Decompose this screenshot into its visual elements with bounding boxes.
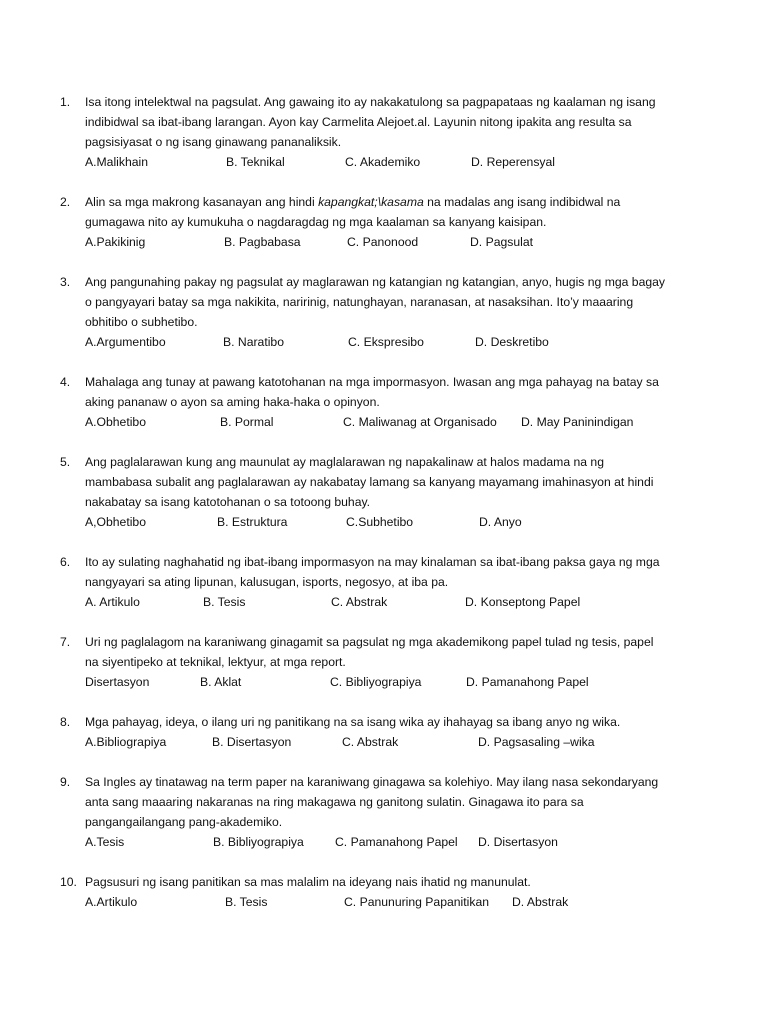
- answer-choices: [85, 332, 690, 352]
- stem-line: Mga pahayag, ideya, o ilang uri ng panitikang na sa isang wika ay ihahayag sa ibang anyo ng wika.: [85, 715, 621, 729]
- question-stem: [85, 192, 690, 232]
- question-stem: [85, 92, 690, 152]
- question-number: 10.: [60, 875, 77, 889]
- question-number: 2.: [60, 195, 71, 209]
- question-stem: [85, 552, 690, 592]
- stem-line: Ito ay sulating naghahatid ng ibat-ibang impormasyon na may kinalaman sa ibat-ibang paksa gaya ng mga: [85, 555, 660, 569]
- stem-line: nakabatay sa isang katotohanan o sa totoong buhay.: [85, 495, 371, 509]
- question-body: [85, 632, 690, 692]
- choice-a: A.Argumentibo: [85, 335, 166, 349]
- choice-d: D. Reperensyal: [471, 155, 555, 169]
- choice-b: B. Disertasyon: [212, 735, 292, 749]
- stem-line: Ang paglalarawan kung ang maunulat ay maglalarawan ng napakalinaw at halos madama na ng: [85, 455, 604, 469]
- choice-a: A.Artikulo: [85, 895, 138, 909]
- stem-line: indibidwal sa ibat-ibang larangan. Ayon kay Carmelita Alejoet.al. Layunin nitong ipakita ang resulta sa: [85, 115, 632, 129]
- choice-d: D. Anyo: [479, 515, 522, 529]
- question-number: 3.: [60, 275, 71, 289]
- question-stem: [85, 632, 690, 672]
- stem-line: Uri ng paglalagom na karaniwang ginagamit sa pagsulat ng mga akademikong papel tulad ng tesis, papel: [85, 635, 654, 649]
- choice-b: B. Teknikal: [226, 155, 285, 169]
- question-stem: [85, 872, 690, 892]
- choice-b: B. Bibliyograpiya: [213, 835, 304, 849]
- choice-d: D. Pagsulat: [470, 235, 534, 249]
- choice-b: B. Pormal: [220, 415, 274, 429]
- choice-c: C. Panonood: [347, 235, 419, 249]
- stem-line: pangangailangang pang-akademiko.: [85, 815, 283, 829]
- question-body: [85, 772, 690, 852]
- question-stem: [85, 452, 690, 512]
- stem-line: Mahalaga ang tunay at pawang katotohanan na mga impormasyon. Iwasan ang mga pahayag na batay sa: [85, 375, 659, 389]
- stem-line: Sa Ingles ay tinatawag na term paper na karaniwang ginagawa sa kolehiyo. May ilang nasa sekondaryang: [85, 775, 659, 789]
- answer-choices: [85, 232, 690, 252]
- question-number: 7.: [60, 635, 71, 649]
- choice-c: C. Ekspresibo: [348, 335, 424, 349]
- choice-c: C. Abstrak: [342, 735, 399, 749]
- question-stem: [85, 272, 690, 332]
- stem-italic-term: kapangkat;\kasama: [318, 195, 424, 209]
- stem-line: Ang pangunahing pakay ng pagsulat ay maglarawan ng katangian ng katangian, anyo, hugis ng mga bagay: [85, 275, 666, 289]
- choice-a: A.Tesis: [85, 835, 125, 849]
- question-number: 6.: [60, 555, 71, 569]
- question-body: [85, 272, 690, 352]
- choice-a: A,Obhetibo: [85, 515, 146, 529]
- answer-choices: [85, 672, 690, 692]
- question-number: 1.: [60, 95, 71, 109]
- stem-line: na siyentipeko at teknikal, lektyur, at mga report.: [85, 655, 346, 669]
- choice-d: D. Deskretibo: [475, 335, 549, 349]
- stem-text: Alin sa mga makrong kasanayan ang hindi: [85, 195, 315, 209]
- answer-choices: [85, 412, 690, 432]
- stem-line: mambabasa subalit ang paglalarawan ay nakabatay lamang sa kanyang mayamang imahinasyon at hindi: [85, 475, 654, 489]
- stem-line: obhitibo o subhetibo.: [85, 315, 198, 329]
- question-number: 9.: [60, 775, 71, 789]
- choice-d: D. Disertasyon: [478, 835, 558, 849]
- choice-d: D. Konseptong Papel: [465, 595, 581, 609]
- question-body: [85, 372, 690, 432]
- stem-text: na madalas ang isang indibidwal na: [427, 195, 621, 209]
- choice-b: B. Naratibo: [223, 335, 284, 349]
- stem-line: [85, 192, 690, 212]
- answer-choices: [85, 512, 690, 532]
- choice-c: C. Bibliyograpiya: [330, 675, 422, 689]
- question-body: [85, 872, 690, 912]
- choice-c: C. Akademiko: [345, 155, 421, 169]
- question-stem: [85, 712, 690, 732]
- question-body: [85, 192, 690, 252]
- choice-b: B. Aklat: [200, 675, 242, 689]
- choice-c: C. Panunuring Papanitikan: [344, 895, 489, 909]
- question-body: [85, 452, 690, 532]
- choice-d: D. Pamanahong Papel: [466, 675, 589, 689]
- stem-line: Isa itong intelektwal na pagsulat. Ang gawaing ito ay nakakatulong sa pagpapataas ng kaalaman ng isang: [85, 95, 656, 109]
- choice-d: D. May Paninindigan: [521, 415, 634, 429]
- stem-line: nangyayari sa ating lipunan, kalusugan, isports, negosyo, at iba pa.: [85, 575, 449, 589]
- choice-b: B. Tesis: [225, 895, 268, 909]
- choice-d: D. Pagsasaling –wika: [478, 735, 595, 749]
- choice-c: C. Pamanahong Papel: [335, 835, 458, 849]
- choice-b: B. Tesis: [203, 595, 246, 609]
- answer-choices: [85, 832, 690, 852]
- question-stem: [85, 772, 690, 832]
- choice-a: A.Bibliograpiya: [85, 735, 167, 749]
- choice-a: A.Malikhain: [85, 155, 148, 169]
- question-body: [85, 92, 690, 172]
- choice-c: C.Subhetibo: [346, 515, 414, 529]
- choice-a: A. Artikulo: [85, 595, 140, 609]
- stem-line: gumagawa nito ay kumukuha o nagdaragdag ng mga kaalaman sa kanyang kaisipan.: [85, 215, 547, 229]
- stem-line: pagsisiyasat o ng isang ginawang pananaliksik.: [85, 135, 342, 149]
- choice-a: A.Pakikinig: [85, 235, 146, 249]
- choice-c: C. Abstrak: [331, 595, 388, 609]
- question-number: 8.: [60, 715, 71, 729]
- question-number: 5.: [60, 455, 71, 469]
- question-body: [85, 552, 690, 612]
- question-body: [85, 712, 690, 752]
- choice-a: Disertasyon: [85, 675, 150, 689]
- stem-line: Pagsusuri ng isang panitikan sa mas malalim na ideyang nais ihatid ng manunulat.: [85, 875, 531, 889]
- question-number: 4.: [60, 375, 71, 389]
- stem-line: anta sang maaaring nakaranas na ring makagawa ng ganitong sulatin. Ginagawa ito para sa: [85, 795, 584, 809]
- stem-line: o pangyayari batay sa mga nakikita, naririnig, natunghayan, naranasan, at nasaksihan. Ito’y maaaring: [85, 295, 634, 309]
- answer-choices: [85, 732, 690, 752]
- stem-line: aking pananaw o ayon sa aming haka-haka o opinyon.: [85, 395, 380, 409]
- question-stem: [85, 372, 690, 412]
- choice-d: D. Abstrak: [512, 895, 569, 909]
- choice-b: B. Estruktura: [217, 515, 288, 529]
- answer-choices: [85, 152, 690, 172]
- choice-b: B. Pagbabasa: [224, 235, 301, 249]
- choice-a: A.Obhetibo: [85, 415, 146, 429]
- choice-c: C. Maliwanag at Organisado: [343, 415, 497, 429]
- answer-choices: [85, 592, 690, 612]
- answer-choices: [85, 892, 690, 912]
